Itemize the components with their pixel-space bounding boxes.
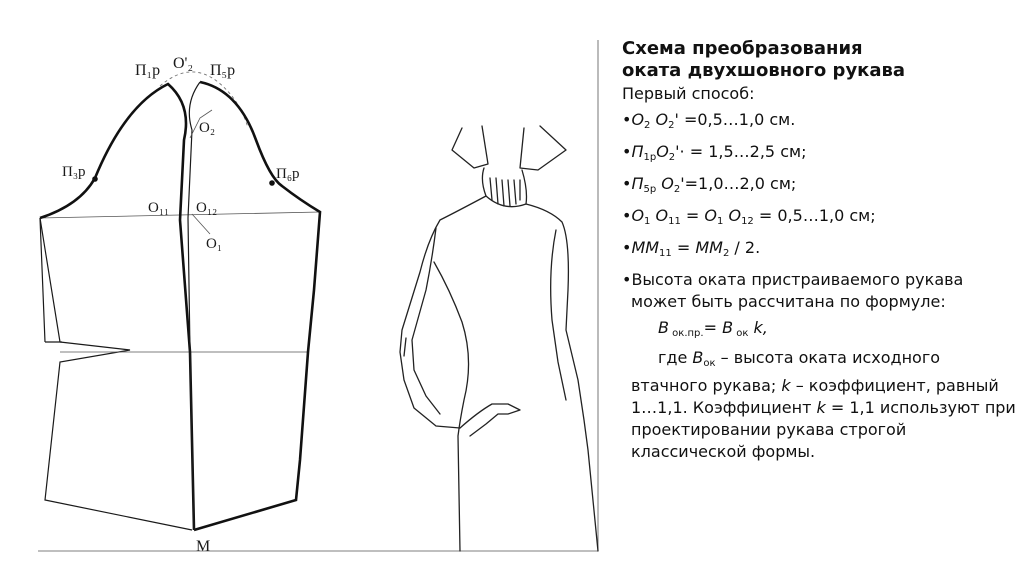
label-o2: O₂ xyxy=(199,120,216,136)
dress-figure-sketch xyxy=(400,126,598,551)
label-o2-prime: O'₂ xyxy=(173,55,194,72)
undersleeve-outline xyxy=(40,218,192,530)
label-p1r: П₁р xyxy=(135,62,161,79)
point-p3r xyxy=(92,176,98,182)
label-p5r: П₅р xyxy=(210,62,236,79)
top-sleeve-right-outline xyxy=(194,82,320,530)
top-sleeve-left-outline xyxy=(40,84,194,530)
label-m: М xyxy=(196,538,211,555)
formula-explanation: где $B_{ок}$ – высота оката исходного втачного рукава; k – коэффициент, равный 1…1,1. Коэффициент k = 1,1 используют при проектировании рукава строгой классической формы. xyxy=(631,348,1016,461)
label-o1: O₁ xyxy=(206,236,223,252)
formula-line-3: $•П_{5р}$ $O_2'=1,0\dots 2,0$ см; xyxy=(622,174,797,195)
description-panel xyxy=(622,38,1017,463)
label-o12: O₁₂ xyxy=(196,200,218,216)
formula-line-5: $•ММ_{11} = ММ_2 / 2$. xyxy=(622,238,761,259)
formula-line-1: $•O_2$ $O_2'$ =0,5…1,0 см. xyxy=(622,110,796,131)
slide-title: Схема преобразования оката двухшовного рукава xyxy=(622,38,906,81)
label-p6r: П₆р xyxy=(276,166,300,182)
cap-height-formula: B $_{ок.пр.}$= B $_{ок}$ k, xyxy=(658,318,768,339)
formula-line-2: $•П_{1р}O_2'\cdot$ = 1,5…2,5 см; xyxy=(622,142,807,163)
point-p6r xyxy=(269,180,275,186)
o1-guide xyxy=(192,214,210,234)
cap-height-text: •Высота оката пристраиваемого рукава может быть рассчитана по формуле: xyxy=(622,270,964,311)
inner-seam-line xyxy=(188,82,200,530)
label-o11: O₁₁ xyxy=(148,200,170,216)
method-heading: Первый способ: xyxy=(622,84,755,103)
label-p3r: П₃р xyxy=(62,164,86,180)
formula-line-4: $•O_1$ $O_{11} = O_1$ $O_{12}$ = 0,5…1,0 см; xyxy=(622,206,876,227)
